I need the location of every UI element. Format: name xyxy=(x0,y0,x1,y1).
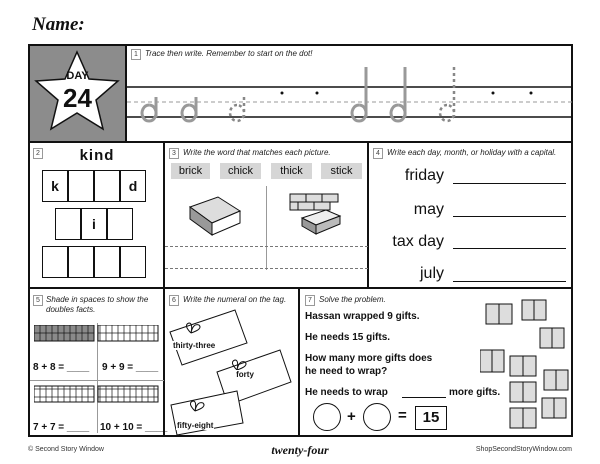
divider xyxy=(266,186,267,270)
word-choice-brick: brick xyxy=(171,163,210,179)
answer-prefix: He needs to wrap xyxy=(305,387,388,398)
section-instruction: Solve the problem. xyxy=(319,295,386,304)
word-choice-thick: thick xyxy=(271,163,312,179)
answer-line[interactable] xyxy=(453,183,566,184)
answer-circle[interactable] xyxy=(363,403,391,431)
divider xyxy=(298,287,300,437)
section-number: 4 xyxy=(373,148,383,159)
day-number: 24 xyxy=(63,83,92,113)
problem-question: he need to wrap? xyxy=(305,366,388,377)
copyright: © Second Story Window xyxy=(28,446,104,453)
page-number-words: twenty-four xyxy=(271,443,329,457)
total-box: 15 xyxy=(415,406,447,430)
letter-box: d xyxy=(120,170,146,202)
handwriting-lines xyxy=(127,62,573,140)
day-badge xyxy=(30,46,125,141)
section-number: 1 xyxy=(131,49,141,60)
plus-sign: + xyxy=(347,408,356,425)
ten-frames xyxy=(34,325,160,425)
problem-text: Hassan wrapped 9 gifts. xyxy=(305,311,420,322)
section-instruction: Shade in spaces to show the doubles facts. xyxy=(46,295,149,314)
answer-line[interactable] xyxy=(165,246,368,247)
target-word: kind xyxy=(79,147,115,164)
section-instruction: Trace then write. Remember to start on the dot! xyxy=(145,49,313,58)
doubles-fact: 8 + 8 = ____ xyxy=(33,362,90,373)
tag-label: fifty-eight xyxy=(177,421,214,430)
word-choice-chick: chick xyxy=(220,163,261,179)
brick-icon xyxy=(288,192,343,237)
letter-box[interactable] xyxy=(68,246,94,278)
letter-box[interactable] xyxy=(107,208,133,240)
answer-line[interactable] xyxy=(453,216,566,217)
doubles-fact: 10 + 10 = ____ xyxy=(100,422,168,433)
word-friday: friday xyxy=(404,167,444,184)
website: ShopSecondStoryWindow.com xyxy=(475,446,572,453)
equals-sign: = xyxy=(398,407,407,424)
answer-line[interactable] xyxy=(402,397,446,398)
word-july: july xyxy=(419,265,444,282)
letter-box[interactable] xyxy=(94,170,120,202)
answer-line[interactable] xyxy=(453,248,566,249)
section-instruction: Write the numeral on the tag. xyxy=(183,295,287,304)
section-number: 3 xyxy=(169,148,179,159)
answer-line[interactable] xyxy=(165,268,368,269)
book-icon xyxy=(185,193,245,238)
day-label: DAY xyxy=(66,70,89,82)
section-instruction: Write the word that matches each picture. xyxy=(183,148,331,157)
word-tax-day: tax day xyxy=(392,233,444,250)
gifts-icon xyxy=(480,294,572,434)
answer-suffix: more gifts. xyxy=(449,387,501,398)
section-number: 2 xyxy=(33,148,43,159)
letter-box[interactable] xyxy=(120,246,146,278)
answer-circle[interactable] xyxy=(313,403,341,431)
divider xyxy=(28,141,573,143)
word-may: may xyxy=(413,201,444,218)
answer-line[interactable] xyxy=(453,281,566,282)
letter-box[interactable] xyxy=(55,208,81,240)
letter-boxes xyxy=(42,170,146,278)
problem-text: He needs 15 gifts. xyxy=(305,332,391,343)
doubles-fact: 9 + 9 = ____ xyxy=(102,362,159,373)
tag-label: thirty-three xyxy=(173,341,216,350)
letter-box: k xyxy=(42,170,68,202)
letter-box[interactable] xyxy=(94,246,120,278)
name-label: Name: xyxy=(32,14,85,35)
section-number: 6 xyxy=(169,295,179,306)
section-instruction: Write each day, month, or holiday with a capital. xyxy=(387,148,557,157)
divider xyxy=(28,287,573,289)
tag-label: forty xyxy=(227,370,263,379)
letter-box[interactable] xyxy=(68,170,94,202)
letter-box: i xyxy=(81,208,107,240)
word-choice-stick: stick xyxy=(321,163,362,179)
problem-question: How many more gifts does xyxy=(305,353,433,364)
letter-box[interactable] xyxy=(42,246,68,278)
doubles-fact: 7 + 7 = ____ xyxy=(33,422,90,433)
divider xyxy=(367,141,369,288)
section-number: 5 xyxy=(33,295,43,306)
section-number: 7 xyxy=(305,295,315,306)
